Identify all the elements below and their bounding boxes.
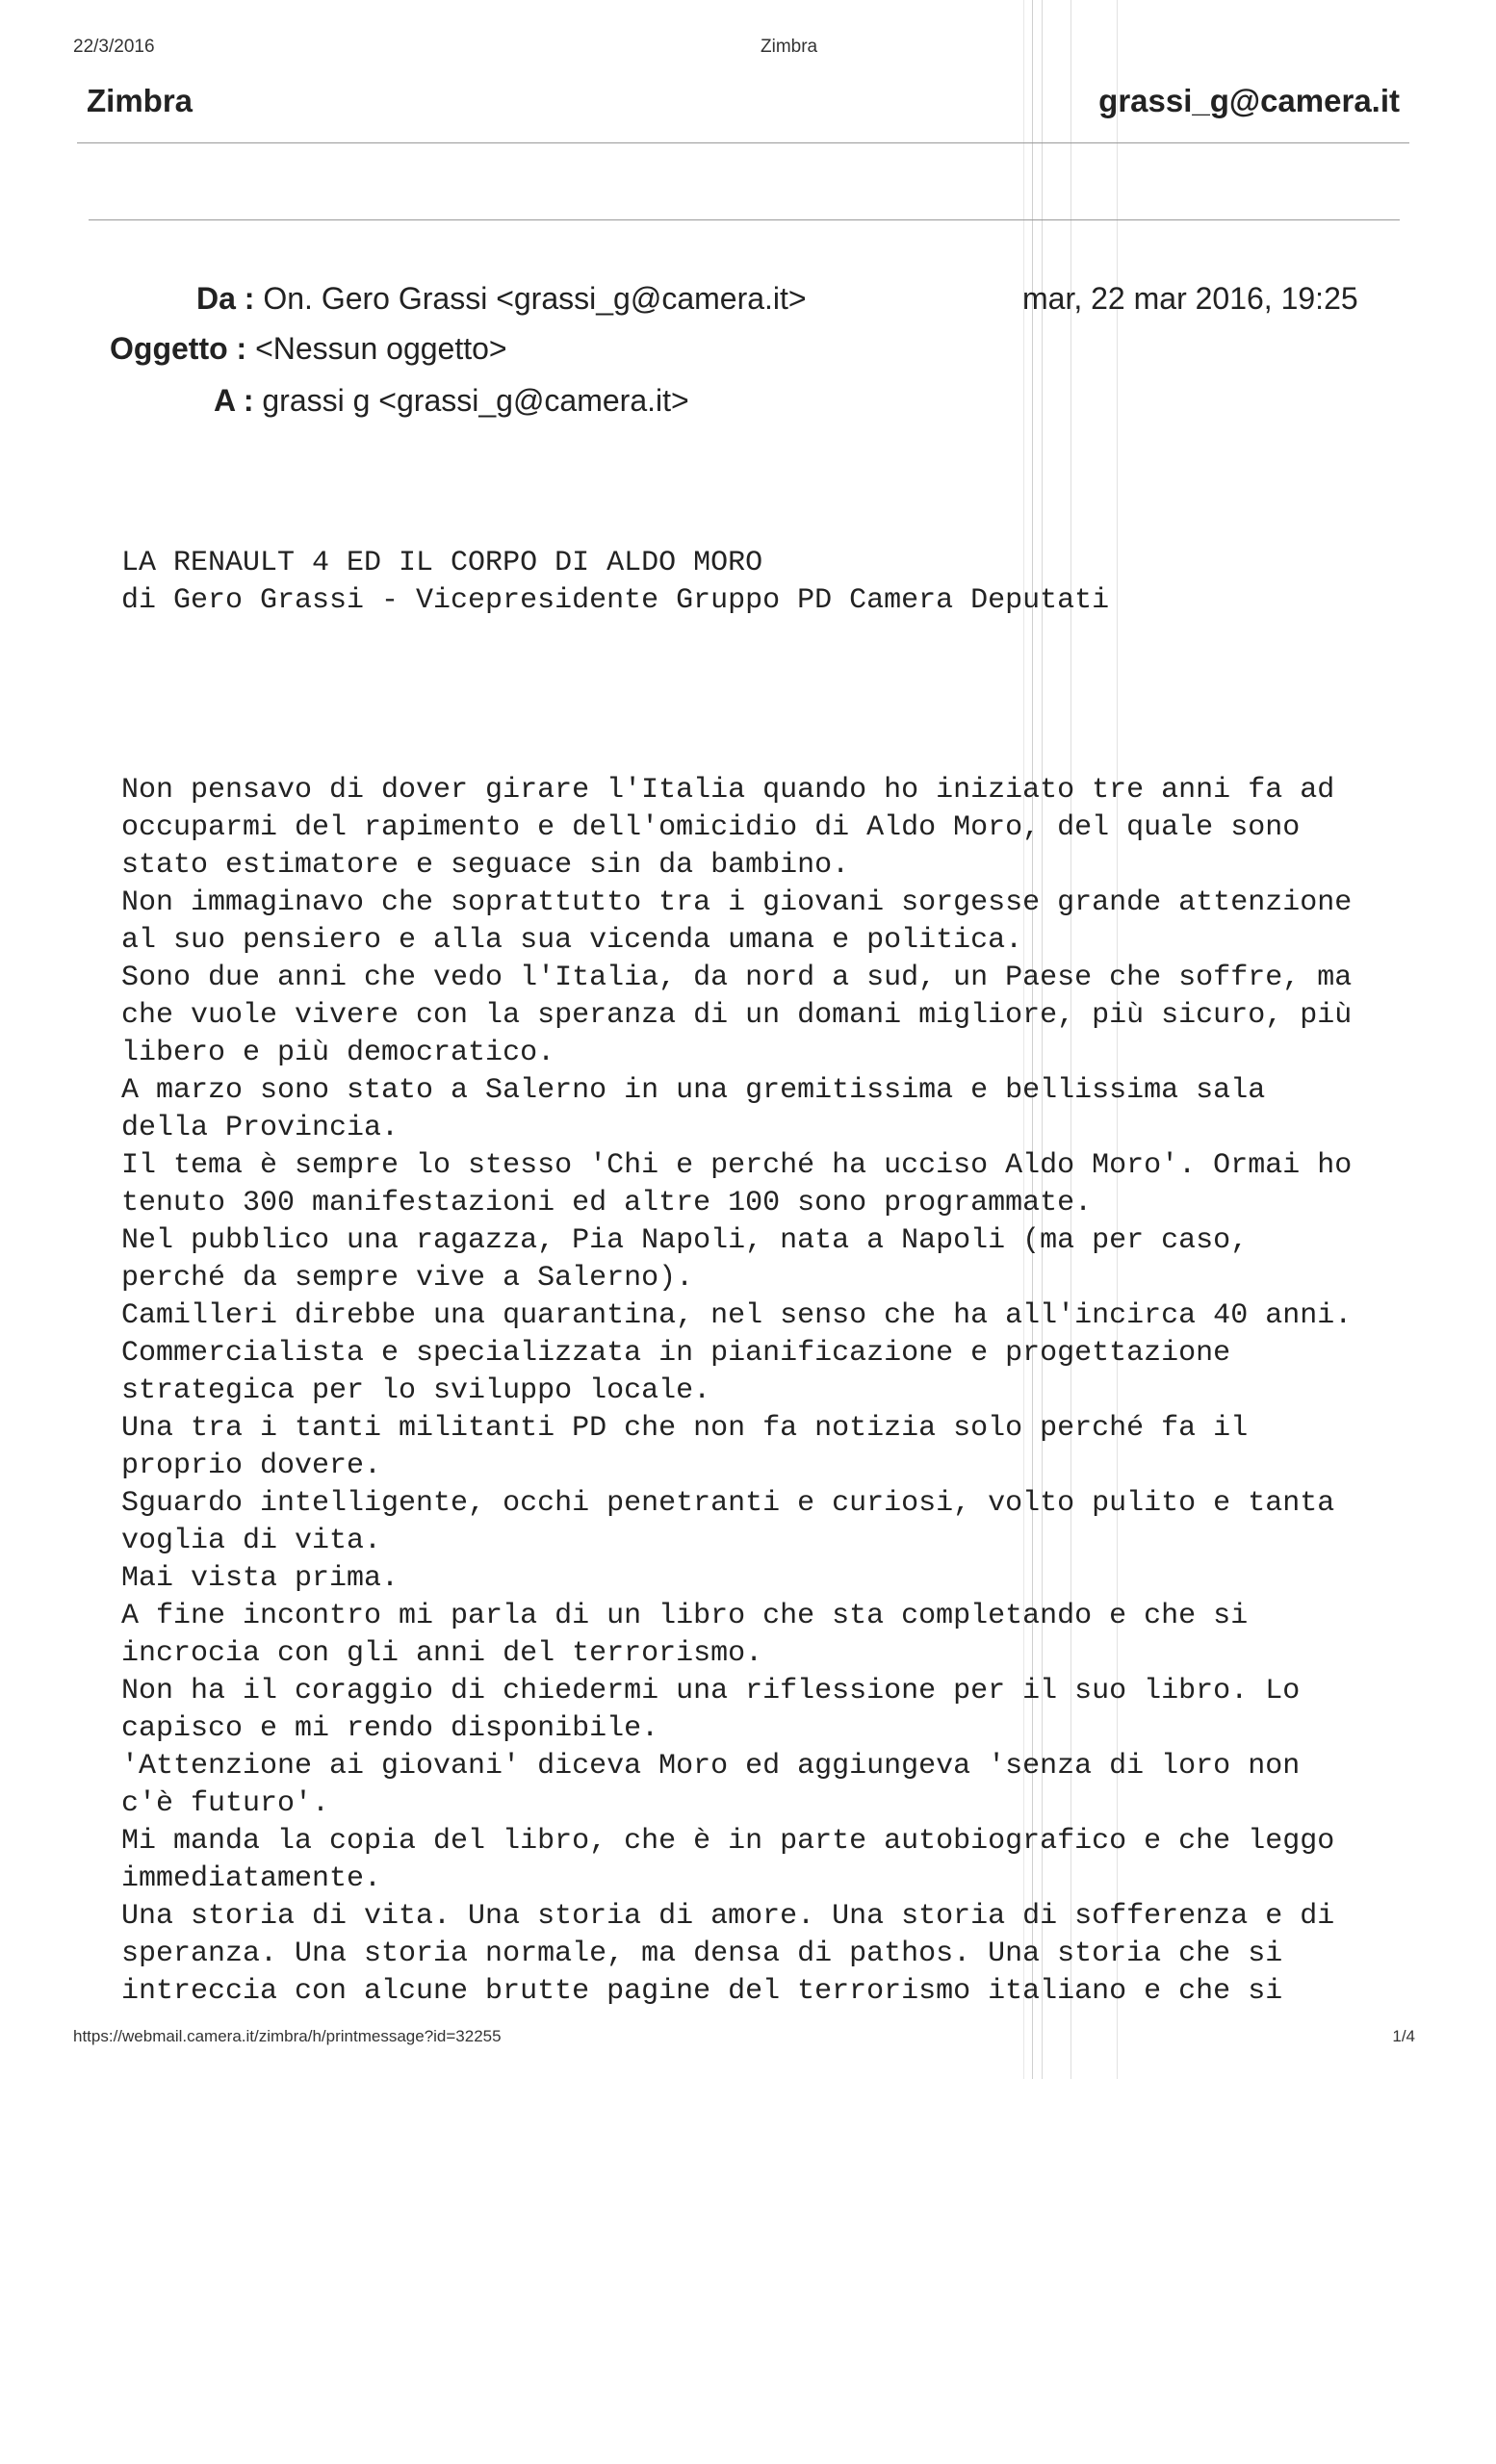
subject-label: Oggetto :	[110, 331, 247, 366]
account-email: grassi_g@camera.it	[1098, 83, 1400, 118]
body-line: che vuole vivere con la speranza di un domani migliore, più sicuro, più	[121, 999, 1353, 1032]
body-line: strategica per lo sviluppo locale.	[121, 1374, 711, 1407]
body-line: capisco e mi rendo disponibile.	[121, 1712, 659, 1745]
subject-value: <Nessun oggetto>	[255, 331, 507, 366]
page-number: 1/4	[1392, 2027, 1415, 2045]
print-date: 22/3/2016	[73, 37, 155, 57]
body-line: stato estimatore e seguace sin da bambino.	[121, 849, 850, 882]
body-line: c'è futuro'.	[121, 1787, 330, 1820]
body-line: Nel pubblico una ragazza, Pia Napoli, nata a Napoli (ma per caso,	[121, 1224, 1249, 1257]
body-line: A fine incontro mi parla di un libro che sta completando e che si	[121, 1600, 1249, 1632]
body-line: Il tema è sempre lo stesso 'Chi e perché ha ucciso Aldo Moro'. Ormai ho	[121, 1149, 1353, 1182]
from-value: On. Gero Grassi <grassi_g@camera.it>	[263, 281, 807, 316]
article-byline: di Gero Grassi - Vicepresidente Gruppo PD Camera Deputati	[121, 584, 1110, 617]
body-line: Commercialista e specializzata in pianificazione e progettazione	[121, 1337, 1231, 1370]
to-label: A :	[214, 383, 254, 418]
body-line: perché da sempre vive a Salerno).	[121, 1262, 694, 1295]
body-line: immediatamente.	[121, 1862, 382, 1895]
body-line: proprio dovere.	[121, 1450, 382, 1482]
article-title: LA RENAULT 4 ED IL CORPO DI ALDO MORO	[121, 547, 763, 579]
body-line: A marzo sono stato a Salerno in una gremitissima e bellissima sala	[121, 1074, 1266, 1107]
body-line: tenuto 300 manifestazioni ed altre 100 sono programmate.	[121, 1187, 1093, 1219]
from-label: Da :	[196, 281, 255, 316]
body-line: Mi manda la copia del libro, che è in parte autobiografico e che leggo	[121, 1825, 1335, 1858]
body-line: 'Attenzione ai giovani' diceva Moro ed aggiungeva 'senza di loro non	[121, 1750, 1301, 1783]
body-line: Mai vista prima.	[121, 1562, 400, 1595]
body-line: al suo pensiero e alla sua vicenda umana e politica.	[121, 924, 1023, 957]
body-line: Sguardo intelligente, occhi penetranti e curiosi, volto pulito e tanta	[121, 1487, 1335, 1520]
spacer	[121, 620, 1440, 772]
body-line: della Provincia.	[121, 1112, 400, 1144]
body-line: Non pensavo di dover girare l'Italia quando ho iniziato tre anni fa ad	[121, 774, 1335, 807]
body-line: speranza. Una storia normale, ma densa di pathos. Una storia che si	[121, 1938, 1283, 1970]
body-line: Camilleri direbbe una quarantina, nel senso che ha all'incirca 40 anni.	[121, 1299, 1353, 1332]
message-body	[121, 545, 1440, 2011]
to-value: grassi g <grassi_g@camera.it>	[262, 383, 689, 418]
body-line: Non immaginavo che soprattutto tra i giovani sorgesse grande attenzione	[121, 886, 1353, 919]
body-line: incrocia con gli anni del terrorismo.	[121, 1637, 763, 1670]
body-line: Non ha il coraggio di chiedermi una riflessione per il suo libro. Lo	[121, 1675, 1301, 1707]
body-line: libero e più democratico.	[121, 1037, 555, 1069]
message-date: mar, 22 mar 2016, 19:25	[1022, 281, 1358, 316]
header-from	[196, 281, 807, 317]
body-line: occuparmi del rapimento e dell'omicidio di Aldo Moro, del quale sono	[121, 811, 1301, 844]
header-subject	[110, 331, 507, 367]
body-line: Una storia di vita. Una storia di amore. Una storia di sofferenza e di	[121, 1900, 1335, 1933]
body-line: Sono due anni che vedo l'Italia, da nord a sud, un Paese che soffre, ma	[121, 962, 1353, 994]
app-title: Zimbra	[87, 83, 193, 118]
header-to	[214, 383, 689, 419]
body-line: Una tra i tanti militanti PD che non fa notizia solo perché fa il	[121, 1412, 1249, 1445]
divider	[77, 142, 1409, 143]
footer-url: https://webmail.camera.it/zimbra/h/printmessage?id=32255	[73, 2027, 502, 2045]
body-line: voglia di vita.	[121, 1525, 382, 1557]
body-line: intreccia con alcune brutte pagine del terrorismo italiano e che si	[121, 1975, 1283, 2008]
body-text	[121, 772, 1440, 2011]
divider	[89, 219, 1400, 220]
print-title: Zimbra	[761, 37, 818, 57]
